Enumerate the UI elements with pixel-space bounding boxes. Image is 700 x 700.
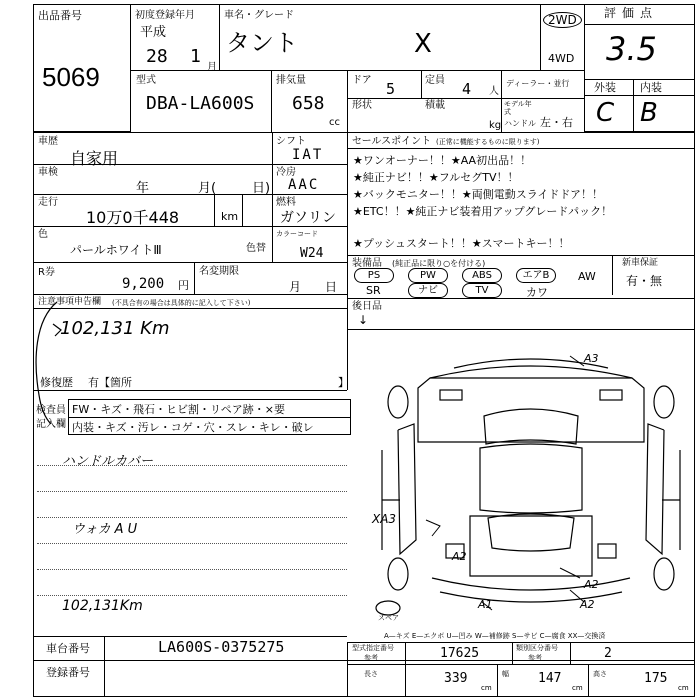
reg-label: 登録番号 bbox=[46, 666, 90, 679]
inspection-label-1: 検査員 bbox=[36, 405, 66, 416]
equip-pw: PW bbox=[408, 268, 448, 283]
info-r-line-1 bbox=[272, 164, 347, 165]
writing-line-5 bbox=[37, 569, 347, 570]
inspection-top-line bbox=[33, 390, 347, 391]
hand-note-2: ウォカ A U bbox=[72, 522, 138, 537]
selling-points-label: セールスポイント bbox=[352, 136, 432, 147]
divider-drive bbox=[540, 4, 541, 70]
ac: AAC bbox=[288, 177, 320, 193]
equip-tv: TV bbox=[462, 283, 502, 298]
ext-int-line bbox=[584, 95, 695, 96]
displacement-label: 排気量 bbox=[276, 75, 306, 86]
capacity: 4 bbox=[462, 80, 472, 98]
damage-mark-right-rear: A2 bbox=[584, 578, 599, 591]
shape-label: 形状 bbox=[352, 100, 372, 111]
shape-line bbox=[347, 98, 584, 99]
recycle-divider bbox=[194, 262, 195, 294]
info-r-line-2 bbox=[272, 194, 347, 195]
damage-mark-front: A3 bbox=[584, 352, 599, 365]
writing-line-4 bbox=[37, 543, 347, 544]
divider-model bbox=[271, 70, 272, 132]
info-line-1 bbox=[33, 164, 272, 165]
car-name-label: 車名・グレード bbox=[224, 10, 294, 21]
width-unit: cm bbox=[572, 684, 583, 692]
notes-handwritten: 102,131 Km bbox=[60, 318, 170, 339]
handle-label: ハンドル bbox=[504, 119, 536, 128]
shaken-month: 月( bbox=[198, 181, 217, 196]
equipment-label: 装備品 bbox=[352, 258, 382, 269]
spec-div-1 bbox=[405, 642, 406, 697]
shaken-label: 車検 bbox=[38, 167, 58, 178]
selling-point-4: ★ETC！！★純正ナビ装着用アップグレードパック！ bbox=[353, 205, 613, 218]
selling-point-5: ★プッシュスタート！！★スマートキー！！ bbox=[353, 237, 570, 250]
capacity-label: 定員 bbox=[425, 75, 445, 86]
inspection-row-2: 内装・キズ・汚レ・コゲ・穴・スレ・キレ・破レ bbox=[72, 421, 314, 434]
chassis-label: 車台番号 bbox=[46, 642, 90, 655]
lot-number: 5069 bbox=[42, 62, 100, 92]
spec-div-5 bbox=[588, 664, 589, 697]
load-label: 積載 bbox=[425, 100, 445, 111]
divider-doors bbox=[421, 70, 422, 98]
selling-point-3: ★バックモニター！！★両側電動スライドドア！！ bbox=[353, 188, 604, 201]
color-label: 色 bbox=[38, 229, 48, 240]
equipment-bottom-line bbox=[347, 298, 695, 299]
score: 3.5 bbox=[606, 30, 657, 68]
history-label: 車歴 bbox=[38, 136, 58, 147]
damage-mark-rear-left: A1 bbox=[478, 598, 493, 611]
shaken-year: 年 bbox=[136, 181, 150, 196]
model-label: 型式 bbox=[136, 75, 156, 86]
equip-navi: ナビ bbox=[408, 283, 448, 298]
color: パールホワイトⅢ bbox=[70, 243, 162, 257]
class-no: 2 bbox=[604, 646, 612, 661]
after-mark: ↓ bbox=[358, 313, 369, 327]
damage-mark-rear-bumper: A2 bbox=[580, 598, 595, 611]
month-unit: 月 bbox=[207, 62, 217, 73]
handle-value: 左・右 bbox=[540, 116, 573, 129]
interior-label: 内装 bbox=[640, 81, 662, 94]
fuel-label: 燃料 bbox=[276, 197, 296, 208]
writing-line-2 bbox=[37, 491, 347, 492]
header-bottom-line bbox=[33, 132, 695, 133]
mileage-end-divider bbox=[242, 194, 243, 226]
model: DBA-LA600S bbox=[146, 93, 255, 114]
type-spec-sub: 参考 bbox=[364, 654, 378, 662]
length: 339 bbox=[444, 671, 468, 686]
selling-point-1: ★ワンオーナー！！★AA初出品！！ bbox=[353, 154, 532, 167]
meigi-day: 日 bbox=[325, 280, 338, 294]
after-line bbox=[347, 329, 695, 330]
model-year-label: モデル年式 bbox=[504, 100, 532, 116]
first-reg-label: 初度登録年月 bbox=[135, 10, 195, 21]
equip-aw: AW bbox=[578, 270, 596, 283]
yen-unit: 円 bbox=[178, 279, 189, 292]
cc-unit: cc bbox=[329, 117, 340, 128]
height-label: 高さ bbox=[593, 670, 607, 678]
grade: X bbox=[414, 29, 432, 59]
spec-div-3 bbox=[570, 642, 571, 664]
after-label: 後日品 bbox=[352, 301, 382, 312]
info-line-2 bbox=[33, 194, 272, 195]
repair-label: 修復歴 bbox=[40, 376, 73, 389]
hand-note-3: 102,131Km bbox=[62, 598, 143, 614]
reg-year: 28 bbox=[146, 46, 168, 67]
dealer-label: ディーラー・並行 bbox=[506, 79, 570, 88]
notes-line bbox=[33, 308, 347, 309]
height-unit: cm bbox=[678, 684, 689, 692]
inspection-label-2: 記入欄 bbox=[36, 419, 66, 430]
recycle-label: R券 bbox=[38, 267, 55, 278]
type-spec: 17625 bbox=[440, 646, 480, 661]
shaken-day: 日) bbox=[252, 181, 271, 196]
kg-unit: kg bbox=[489, 120, 502, 131]
person-unit: 人 bbox=[489, 86, 499, 97]
inspection-row-1: FW・キズ・飛石・ヒビ割・リペア跡・×要 bbox=[72, 403, 285, 416]
km-unit: km bbox=[221, 210, 239, 223]
width-label: 幅 bbox=[502, 670, 509, 678]
divider-displacement bbox=[347, 70, 348, 132]
fuel: ガソリン bbox=[280, 210, 336, 226]
equipment-divider bbox=[612, 255, 613, 295]
notes-sub: (不具合有の場合は具体的に記入して下さい) bbox=[112, 299, 251, 307]
ext-int-divider bbox=[633, 79, 634, 132]
type-spec-label: 型式指定番号 bbox=[352, 644, 394, 652]
score-label-line bbox=[584, 24, 695, 25]
new-car-label: 新車保証 bbox=[622, 258, 659, 268]
era: 平成 bbox=[140, 25, 167, 40]
inspection-grid-mid bbox=[68, 417, 351, 418]
lot-number-label: 出品番号 bbox=[38, 9, 82, 22]
color-code: W24 bbox=[300, 246, 324, 261]
info-line-5 bbox=[33, 294, 347, 295]
spec-grid-mid bbox=[347, 664, 695, 665]
equip-abs: ABS bbox=[462, 268, 502, 283]
shift: IAT bbox=[292, 147, 324, 163]
score-label: 評価点 bbox=[604, 6, 659, 20]
selling-points-line bbox=[347, 148, 695, 149]
selling-points-note: (正常に機能するものに限ります) bbox=[436, 138, 540, 146]
notes-label: 注意事項申告欄 bbox=[38, 297, 102, 307]
mileage-unit-divider bbox=[214, 194, 215, 226]
info-divider-main bbox=[347, 132, 348, 390]
info-divider-mid bbox=[272, 132, 273, 262]
equipment-top-line bbox=[347, 255, 695, 256]
doors-label: ドア bbox=[352, 75, 372, 86]
class-sub: 参考 bbox=[528, 654, 542, 662]
spare-label: スペア bbox=[378, 614, 399, 622]
selling-point-2: ★純正ナビ！！★フルセグTV！！ bbox=[353, 171, 519, 184]
length-unit: cm bbox=[481, 684, 492, 692]
hand-note-1: ハンドルカバー bbox=[62, 454, 154, 469]
divider-first-reg bbox=[219, 4, 220, 70]
info-r-line-3 bbox=[272, 226, 347, 227]
exterior-grade: C bbox=[596, 98, 615, 128]
reg-month: 1 bbox=[190, 46, 201, 67]
color-code-label: カラーコード bbox=[276, 230, 318, 238]
equip-airbag: エアB bbox=[516, 268, 556, 283]
drive-4wd: 4WD bbox=[548, 52, 575, 65]
new-car-value: 有・無 bbox=[626, 274, 663, 288]
meigi-label: 名変期限 bbox=[199, 266, 239, 277]
meigi-month: 月 bbox=[289, 280, 302, 294]
exterior-label: 外装 bbox=[594, 81, 616, 94]
repair-value: 有【箇所 bbox=[88, 376, 132, 389]
mileage-label: 走行 bbox=[38, 197, 58, 208]
ac-label: 冷房 bbox=[276, 167, 296, 178]
car-name: タント bbox=[226, 29, 298, 57]
info-line-3 bbox=[33, 226, 272, 227]
damage-mark-left-rear: A2 bbox=[452, 550, 467, 563]
equip-sr: SR bbox=[366, 284, 381, 297]
equip-leather: カワ bbox=[526, 286, 548, 299]
chassis: LA600S-0375275 bbox=[158, 638, 285, 656]
width: 147 bbox=[538, 671, 562, 686]
interior-grade: B bbox=[640, 98, 658, 128]
recycle: 9,200 bbox=[122, 276, 165, 292]
spec-div-4 bbox=[497, 664, 498, 697]
height: 175 bbox=[644, 671, 668, 686]
length-label: 長さ bbox=[364, 670, 378, 678]
color-no-label: 色替 bbox=[246, 243, 266, 254]
writing-line-6 bbox=[37, 595, 347, 596]
doors: 5 bbox=[386, 80, 396, 98]
damage-legend: A—キズ E—エクボ U—凹み W—補修跡 S—サビ C—腐食 XX—交換済 bbox=[384, 632, 606, 640]
divider-capacity bbox=[501, 70, 502, 132]
equip-ps: PS bbox=[354, 268, 394, 283]
history: 自家用 bbox=[70, 149, 119, 168]
drive-2wd: 2WD bbox=[543, 12, 582, 28]
header-row-divider bbox=[131, 70, 584, 71]
repair-close: 】 bbox=[338, 376, 349, 389]
info-line-4 bbox=[33, 262, 347, 263]
chassis-divider bbox=[104, 636, 105, 697]
car-diagram bbox=[370, 340, 690, 630]
mileage: 10万0千448 bbox=[86, 208, 180, 227]
footer-top-line bbox=[33, 636, 347, 637]
displacement: 658 bbox=[292, 93, 325, 114]
score-ext-line bbox=[584, 79, 695, 80]
shift-label: シフト bbox=[276, 136, 306, 147]
equipment-note: (純正品に限り○を付ける) bbox=[392, 259, 486, 268]
spec-div-2 bbox=[512, 642, 513, 664]
class-label: 類別区分番号 bbox=[516, 644, 558, 652]
damage-mark-side: XA3 bbox=[372, 512, 397, 526]
